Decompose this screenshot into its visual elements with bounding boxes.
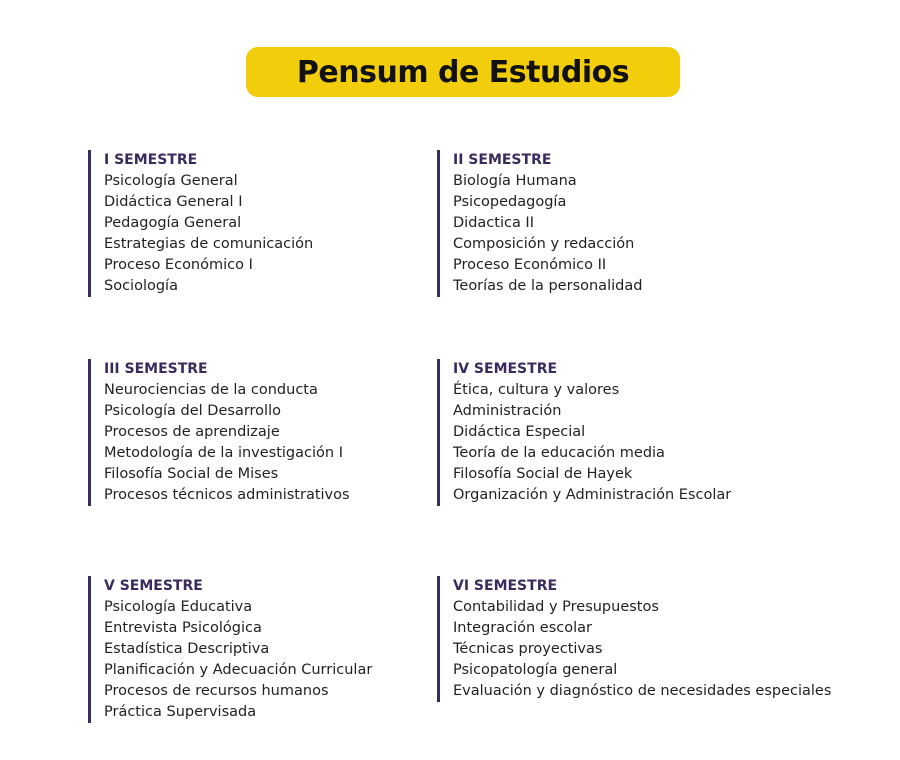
course-item: Pedagogía General bbox=[104, 215, 242, 231]
semester-1 bbox=[88, 150, 313, 297]
course-item: Técnicas proyectivas bbox=[453, 641, 603, 657]
course-item: Evaluación y diagnóstico de necesidades especiales bbox=[453, 683, 832, 699]
course-item: Procesos técnicos administrativos bbox=[104, 487, 350, 503]
semester-6 bbox=[437, 576, 831, 702]
course-item: Procesos de recursos humanos bbox=[104, 683, 329, 699]
course-item: Proceso Económico II bbox=[453, 257, 607, 273]
course-item: Didactica II bbox=[453, 215, 534, 231]
course-item: Planificación y Adecuación Curricular bbox=[104, 662, 373, 678]
course-item: Didáctica General I bbox=[104, 194, 243, 210]
semester-title: II SEMESTRE bbox=[453, 152, 552, 168]
course-item: Organización y Administración Escolar bbox=[453, 487, 732, 503]
course-item: Procesos de aprendizaje bbox=[104, 424, 280, 440]
course-item: Entrevista Psicológica bbox=[104, 620, 262, 636]
course-item: Administración bbox=[453, 403, 562, 419]
course-item: Psicología General bbox=[104, 173, 238, 189]
semester-title: V SEMESTRE bbox=[104, 578, 203, 594]
semester-3 bbox=[88, 359, 350, 506]
semester-title: VI SEMESTRE bbox=[453, 578, 558, 594]
course-item: Biología Humana bbox=[453, 173, 577, 189]
course-item: Filosofía Social de Mises bbox=[104, 466, 279, 482]
course-item: Contabilidad y Presupuestos bbox=[453, 599, 659, 615]
course-item: Psicología Educativa bbox=[104, 599, 253, 615]
course-item: Proceso Económico I bbox=[104, 257, 253, 273]
title-banner bbox=[246, 47, 680, 97]
course-item: Neurociencias de la conducta bbox=[104, 382, 318, 398]
course-item: Estrategias de comunicación bbox=[104, 236, 314, 252]
course-item: Composición y redacción bbox=[453, 236, 635, 252]
course-item: Teoría de la educación media bbox=[453, 445, 665, 461]
course-list bbox=[453, 380, 731, 506]
course-list bbox=[453, 171, 642, 297]
course-item: Ética, cultura y valores bbox=[453, 382, 620, 398]
semester-2 bbox=[437, 150, 642, 297]
course-item: Filosofía Social de Hayek bbox=[453, 466, 633, 482]
semester-4 bbox=[437, 359, 731, 506]
course-item: Integración escolar bbox=[453, 620, 592, 636]
course-item: Psicología del Desarrollo bbox=[104, 403, 281, 419]
course-item: Sociología bbox=[104, 278, 178, 294]
course-item: Estadística Descriptiva bbox=[104, 641, 270, 657]
course-list bbox=[453, 597, 831, 702]
course-list bbox=[104, 597, 372, 723]
semester-title: III SEMESTRE bbox=[104, 361, 208, 377]
course-item: Teorías de la personalidad bbox=[453, 278, 643, 294]
course-list bbox=[104, 380, 350, 506]
course-item: Psicopedagogía bbox=[453, 194, 567, 210]
course-item: Didáctica Especial bbox=[453, 424, 586, 440]
semester-title: I SEMESTRE bbox=[104, 152, 198, 168]
course-item: Metodología de la investigación I bbox=[104, 445, 343, 461]
semester-5 bbox=[88, 576, 372, 723]
semester-title: IV SEMESTRE bbox=[453, 361, 558, 377]
course-item: Práctica Supervisada bbox=[104, 704, 257, 720]
page-title: Pensum de Estudios bbox=[296, 54, 630, 90]
course-list bbox=[104, 171, 313, 297]
course-item: Psicopatología general bbox=[453, 662, 618, 678]
